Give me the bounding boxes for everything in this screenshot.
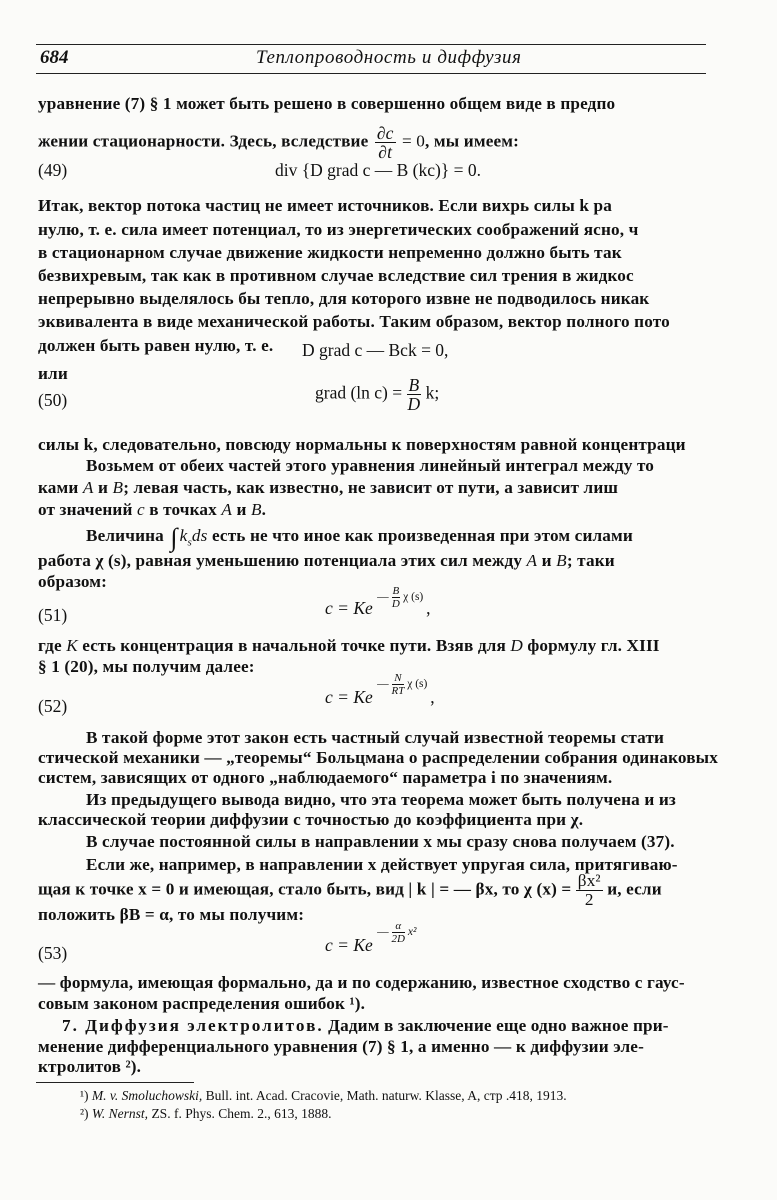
footnote-mark: ²)	[80, 1106, 89, 1121]
text-fragment: ; таки	[566, 551, 615, 570]
text-line	[38, 478, 618, 498]
text-line: ктролитов ²).	[38, 1057, 142, 1076]
text-line	[38, 551, 615, 571]
exponent: — N RT χ (s)	[377, 671, 428, 697]
text-fragment: , мы имеем:	[425, 131, 519, 151]
equation-49: div {D grad c — B (kc)} = 0.	[275, 160, 482, 180]
equation-part: c = Ke	[325, 687, 373, 707]
text-line: безвихревым, так как в противном случае вследствие сил трения в жидкос	[38, 266, 634, 285]
text-line: или	[38, 364, 68, 383]
text-line: классической теории диффузии с точностью до коэффициента при χ.	[38, 810, 584, 829]
equation-50	[315, 376, 439, 413]
text-fragment: и	[236, 500, 247, 519]
text-fragment: где	[38, 636, 62, 655]
text-fragment: щая к точке x = 0 и имеющая, стало быть, вид | k | = — βx, то χ (x) =	[38, 879, 572, 899]
text-fragment: Дадим в заключение еще одно важное при-	[328, 1016, 669, 1035]
fraction-numerator: α	[392, 920, 405, 933]
text-line: силы k, следовательно, повсюду нормальны к поверхностям равной концентраци	[38, 435, 686, 454]
fraction-numerator: N	[392, 672, 405, 685]
fraction-denominator: RT	[391, 684, 405, 697]
equation-part: grad (ln c) =	[315, 382, 403, 403]
text-line: Из предыдущего вывода видно, что эта теорема может быть получена и из	[86, 790, 676, 809]
text-line: Возьмем от обеих частей этого уравнения линейный интеграл между то	[86, 456, 655, 475]
text-line: совым законом распределения ошибок ¹).	[38, 994, 366, 1013]
integrand-subscript: s	[187, 536, 192, 549]
text-line: положить βB = α, то мы получим:	[38, 905, 305, 924]
text-line	[38, 872, 662, 909]
exponent-fraction	[392, 920, 405, 945]
equation-number: (52)	[38, 696, 68, 716]
equation-number: (53)	[38, 943, 68, 963]
text-fragment: = 0	[401, 131, 426, 151]
header-rule-top	[36, 44, 706, 45]
text-fragment: A	[526, 551, 538, 570]
text-fragment: B	[556, 551, 567, 570]
text-fragment: Величина	[86, 526, 164, 545]
integrand: k	[179, 526, 188, 545]
header-rule-bottom	[36, 73, 706, 74]
exponent-x2: x²	[407, 926, 417, 938]
text-line: образом:	[38, 572, 108, 591]
text-fragment: формулу гл. XIII	[527, 636, 660, 655]
equation-number: (51)	[38, 605, 68, 625]
fraction-numerator: βx²	[577, 871, 601, 890]
equation-unnumbered: D grad c — Bck = 0,	[302, 340, 449, 360]
fraction-denominator: 2D	[391, 932, 405, 945]
text-line: эквивалента в виде механической работы. Таким образом, вектор полного пото	[38, 312, 670, 331]
page-number: 684	[40, 47, 69, 68]
exponent-fraction	[392, 585, 401, 610]
text-line: должен быть равен нулю, т. е.	[38, 336, 274, 355]
text-fragment: и	[541, 551, 552, 570]
footnote-mark: ¹)	[80, 1088, 89, 1103]
equation-number: (49)	[38, 160, 68, 180]
fraction-b-d	[407, 376, 422, 413]
footnote-author: W. Nernst,	[91, 1106, 149, 1121]
text-line: Если же, например, в направлении x действует упругая сила, притягиваю-	[86, 855, 678, 874]
text-line	[86, 523, 633, 552]
text-fragment: B	[250, 500, 262, 519]
footnote-1	[80, 1088, 567, 1104]
text-fragment: работа χ (s), равная уменьшению потенциала этих сил между	[38, 551, 523, 570]
text-line: нулю, т. е. сила имеет потенциал, то из энергетических соображений ясно, ч	[38, 220, 639, 239]
text-fragment: A	[221, 500, 232, 519]
fraction-numerator: B	[408, 375, 420, 395]
text-fragment: A	[82, 478, 94, 497]
text-line: — формула, имеющая формально, да и по содержанию, известное сходство с гаус-	[38, 973, 685, 992]
text-line: стической механики — „теоремы“ Больцмана о распределении собрания одинаковых	[38, 748, 718, 767]
text-line: систем, зависящих от одного „наблюдаемого“ параметра i по значениям.	[38, 768, 613, 787]
exponent-fraction	[392, 672, 405, 697]
text-fragment: c	[136, 500, 145, 519]
exponent-chi: χ (s)	[407, 678, 428, 690]
text-line: В случае постоянной силы в направлении x мы сразу снова получаем (37).	[86, 832, 675, 851]
fraction-denominator: ∂t	[378, 142, 393, 162]
text-fragment: есть концентрация в начальной точке пути. Взяв для	[82, 636, 506, 655]
text-fragment: в точках	[149, 500, 217, 519]
text-line	[62, 1016, 669, 1036]
text-fragment: ; левая часть, как известно, не зависит от пути, а зависит лиш	[123, 478, 619, 497]
text-line: Итак, вектор потока частиц не имеет источников. Если вихрь силы k ра	[38, 196, 612, 215]
footnote-text: Bull. int. Acad. Cracovie, Math. naturw. Klasse, A, стр .418, 1913.	[205, 1088, 567, 1103]
text-line: непрерывно выделялось бы тепло, для которого извне не подводилось никак	[38, 289, 650, 308]
footnote-2	[80, 1106, 331, 1122]
equation-part: c = Ke	[325, 598, 373, 618]
text-line	[38, 500, 266, 520]
text-line: менение дифференциального уравнения (7) § 1, а именно — к диффузии эле-	[38, 1037, 644, 1056]
text-line: в стационарном случае движение жидкости непременно должно быть так	[38, 243, 622, 262]
fraction-numerator: ∂c	[376, 123, 394, 143]
text-line	[38, 636, 660, 656]
text-line	[38, 124, 519, 161]
integral-sign: ∫	[170, 523, 178, 552]
text-line: уравнение (7) § 1 может быть решено в совершенно общем виде в предпо	[38, 94, 616, 113]
equation-part: c = Ke	[325, 935, 373, 955]
equation-51: c = Ke $^{— \frac{B}{D} \chi (s)}$ ,	[325, 584, 431, 618]
text-fragment: жении стационарности. Здесь, вследствие	[38, 131, 369, 151]
text-fragment: ками	[38, 478, 79, 497]
fraction-dc-dt	[375, 124, 396, 161]
text-line: В такой форме этот закон есть частный случай известной теоремы стати	[86, 728, 665, 747]
exponent: — α 2D x²	[377, 919, 417, 945]
fraction-denominator: D	[391, 597, 400, 610]
exponent-chi: χ (s)	[403, 591, 424, 603]
text-fragment: есть не что иное как произведенная при этом силами	[211, 526, 633, 545]
text-fragment: B	[112, 478, 124, 497]
text-fragment: от значений	[38, 500, 133, 519]
fraction-denominator: D	[407, 394, 421, 414]
equation-52: c = Ke $^{— \frac{N}{RT} \chi (s)}$ ,	[325, 671, 435, 707]
equation-number: (50)	[38, 390, 68, 410]
text-fragment: D	[510, 636, 523, 655]
text-fragment: и	[98, 478, 109, 497]
fraction-denominator: 2	[584, 890, 594, 909]
exponent: — B D χ (s)	[377, 584, 424, 610]
fraction-beta-x2	[576, 872, 603, 909]
footnote-author: M. v. Smoluchowski,	[91, 1088, 203, 1103]
text-fragment: и, если	[607, 879, 662, 899]
footnote-text: ZS. f. Phys. Chem. 2., 613, 1888.	[151, 1106, 332, 1121]
text-fragment: .	[261, 500, 267, 519]
section-heading: 7. Диффузия электролитов.	[62, 1016, 324, 1035]
text-fragment: K	[66, 636, 78, 655]
running-title: Теплопроводность и диффузия	[256, 47, 522, 68]
equation-part: k;	[425, 382, 440, 403]
text-line: § 1 (20), мы получим далее:	[38, 657, 255, 676]
integrand-ds: ds	[191, 526, 208, 545]
footnote-rule	[36, 1082, 194, 1083]
fraction-numerator: B	[392, 584, 400, 597]
